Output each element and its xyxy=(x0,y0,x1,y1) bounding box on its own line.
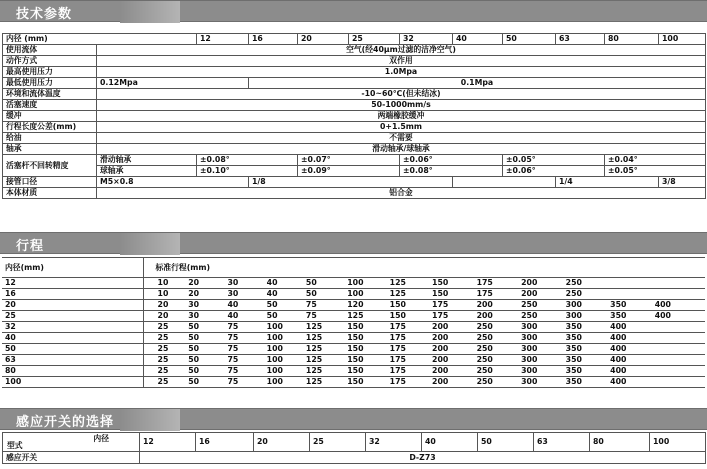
stroke-row xyxy=(2,322,705,333)
stroke-value: 100 xyxy=(261,366,300,377)
stroke-value: 200 xyxy=(426,333,471,344)
stroke-value: 20 xyxy=(143,300,182,311)
stroke-value: 175 xyxy=(384,366,426,377)
stroke-value: 75 xyxy=(221,355,260,366)
spec-value: 50-1000mm/s xyxy=(97,100,706,111)
spec-value: 1.0Mpa xyxy=(97,67,706,78)
stroke-value: 125 xyxy=(300,366,341,377)
spec-value: 双作用 xyxy=(97,56,706,67)
section-title: 行程 xyxy=(16,239,45,254)
stroke-bore: 50 xyxy=(2,344,143,355)
type-bore-header xyxy=(3,433,140,452)
stroke-bore: 12 xyxy=(2,278,143,289)
stroke-value: 40 xyxy=(221,311,260,322)
stroke-value: 50 xyxy=(182,322,221,333)
stroke-value: 150 xyxy=(426,289,471,300)
section-header-spec xyxy=(0,0,707,22)
stroke-value: 350 xyxy=(604,300,649,311)
stroke-value: 200 xyxy=(426,366,471,377)
spec-label: 使用流体 xyxy=(3,45,97,56)
rotation-value: ±0.05° xyxy=(605,166,706,177)
stroke-value xyxy=(649,377,705,388)
stroke-value: 175 xyxy=(426,311,471,322)
stroke-value: 20 xyxy=(143,311,182,322)
stroke-value: 350 xyxy=(560,333,605,344)
section-title: 技术参数 xyxy=(16,7,73,22)
stroke-value: 250 xyxy=(471,366,516,377)
sensor-type-label: 型式 xyxy=(7,441,23,450)
stroke-value: 200 xyxy=(426,355,471,366)
material-label: 本体材质 xyxy=(3,188,97,199)
switch-value: D-Z73 xyxy=(140,452,706,464)
stroke-value: 200 xyxy=(426,322,471,333)
stroke-value xyxy=(649,289,705,300)
rotation-value: ±0.08° xyxy=(197,155,298,166)
stroke-value: 10 xyxy=(143,278,182,289)
stroke-value: 400 xyxy=(604,355,649,366)
stroke-row xyxy=(2,377,705,388)
stroke-value: 250 xyxy=(471,322,516,333)
stroke-value: 40 xyxy=(261,289,300,300)
stroke-value: 100 xyxy=(341,278,383,289)
sensor-bore: 100 xyxy=(650,433,706,452)
stroke-row xyxy=(2,300,705,311)
stroke-value: 350 xyxy=(560,355,605,366)
stroke-value: 25 xyxy=(143,344,182,355)
stroke-value xyxy=(649,278,705,289)
stroke-value: 40 xyxy=(261,278,300,289)
stroke-value: 300 xyxy=(515,322,560,333)
stroke-value: 100 xyxy=(261,344,300,355)
bore-cell: 40 xyxy=(453,34,503,45)
stroke-value: 125 xyxy=(300,377,341,388)
stroke-value: 250 xyxy=(471,333,516,344)
stroke-value: 75 xyxy=(300,300,341,311)
spec-value: -10~60℃(但未结冰) xyxy=(97,89,706,100)
stroke-value: 125 xyxy=(300,322,341,333)
stroke-value xyxy=(649,344,705,355)
bore-cell: 12 xyxy=(197,34,249,45)
stroke-value: 250 xyxy=(471,377,516,388)
stroke-value: 200 xyxy=(471,311,516,322)
stroke-bore: 16 xyxy=(2,289,143,300)
stroke-value: 25 xyxy=(143,377,182,388)
stroke-value: 30 xyxy=(221,278,260,289)
stroke-value: 75 xyxy=(221,366,260,377)
stroke-bore: 63 xyxy=(2,355,143,366)
stroke-row xyxy=(2,355,705,366)
stroke-value: 100 xyxy=(261,355,300,366)
stroke-value: 100 xyxy=(261,333,300,344)
sensor-bore: 50 xyxy=(478,433,534,452)
stroke-value: 200 xyxy=(471,300,516,311)
sensor-bore: 80 xyxy=(590,433,650,452)
rotation-value: ±0.06° xyxy=(400,155,503,166)
stroke-value: 50 xyxy=(300,289,341,300)
rotation-value: ±0.09° xyxy=(298,166,400,177)
bore-cell: 50 xyxy=(503,34,556,45)
stroke-value: 175 xyxy=(384,344,426,355)
bore-cell: 80 xyxy=(605,34,659,45)
stroke-table xyxy=(2,257,705,278)
stroke-row xyxy=(2,344,705,355)
stroke-row xyxy=(2,333,705,344)
stroke-value: 200 xyxy=(426,377,471,388)
stroke-value: 10 xyxy=(143,289,182,300)
stroke-value: 30 xyxy=(182,311,221,322)
stroke-value: 50 xyxy=(182,333,221,344)
stroke-value: 30 xyxy=(182,300,221,311)
stroke-value: 350 xyxy=(604,311,649,322)
stroke-value: 200 xyxy=(515,289,560,300)
spec-value: 滑动轴承/球轴承 xyxy=(97,144,706,155)
bore-cell: 25 xyxy=(349,34,400,45)
stroke-value: 150 xyxy=(384,311,426,322)
spec-label: 最高使用压力 xyxy=(3,67,97,78)
stroke-value xyxy=(604,278,649,289)
bore-label: 内径 (mm) xyxy=(3,34,197,45)
stroke-bore-label: 内径(mm) xyxy=(2,258,143,278)
stroke-value: 150 xyxy=(341,355,383,366)
stroke-value: 300 xyxy=(515,355,560,366)
stroke-value: 300 xyxy=(515,344,560,355)
stroke-value: 175 xyxy=(384,333,426,344)
sensor-bore: 12 xyxy=(140,433,196,452)
stroke-value: 25 xyxy=(143,322,182,333)
stroke-value xyxy=(649,355,705,366)
spec-value: 空气(经40μm过滤的洁净空气) xyxy=(97,45,706,56)
section-header-sensor xyxy=(0,408,707,430)
stroke-value: 250 xyxy=(471,344,516,355)
stroke-value: 125 xyxy=(384,278,426,289)
stroke-value: 20 xyxy=(182,289,221,300)
stroke-value: 400 xyxy=(604,322,649,333)
sensor-bore: 63 xyxy=(534,433,590,452)
sensor-bore: 16 xyxy=(196,433,254,452)
stroke-value: 40 xyxy=(221,300,260,311)
stroke-value: 25 xyxy=(143,366,182,377)
stroke-value: 50 xyxy=(182,355,221,366)
bore-cell: 32 xyxy=(400,34,453,45)
stroke-value: 175 xyxy=(471,289,516,300)
stroke-value: 100 xyxy=(341,289,383,300)
stroke-value: 50 xyxy=(182,377,221,388)
stroke-value: 50 xyxy=(300,278,341,289)
rotation-value: ±0.05° xyxy=(503,155,605,166)
rotation-value: ±0.06° xyxy=(503,166,605,177)
stroke-row xyxy=(2,366,705,377)
bore-cell: 100 xyxy=(659,34,706,45)
sensor-bore: 40 xyxy=(422,433,478,452)
spec-label: 活塞速度 xyxy=(3,100,97,111)
slide-bearing-label: 滑动轴承 xyxy=(97,155,197,166)
port-value: 1/8 xyxy=(249,177,453,188)
spec-label: 动作方式 xyxy=(3,56,97,67)
spec-label: 环境和流体温度 xyxy=(3,89,97,100)
stroke-value: 150 xyxy=(341,377,383,388)
rotation-value: ±0.04° xyxy=(605,155,706,166)
stroke-row xyxy=(2,278,705,289)
stroke-value: 150 xyxy=(341,333,383,344)
stroke-row xyxy=(2,289,705,300)
stroke-value: 175 xyxy=(384,355,426,366)
stroke-bore: 40 xyxy=(2,333,143,344)
stroke-value: 150 xyxy=(426,278,471,289)
stroke-value: 30 xyxy=(221,289,260,300)
stroke-value: 50 xyxy=(261,311,300,322)
stroke-value: 100 xyxy=(261,322,300,333)
stroke-value: 400 xyxy=(604,377,649,388)
ball-bearing-label: 球轴承 xyxy=(97,166,197,177)
stroke-value: 400 xyxy=(604,333,649,344)
bore-row xyxy=(3,34,706,45)
stroke-bore: 80 xyxy=(2,366,143,377)
port-value: 3/8 xyxy=(659,177,706,188)
rotation-value: ±0.08° xyxy=(400,166,503,177)
stroke-value: 25 xyxy=(143,333,182,344)
stroke-value: 250 xyxy=(515,311,560,322)
stroke-bore: 100 xyxy=(2,377,143,388)
stroke-value: 400 xyxy=(649,311,705,322)
stroke-value: 100 xyxy=(261,377,300,388)
bore-cell: 63 xyxy=(556,34,605,45)
spec-value: 0+1.5mm xyxy=(97,122,706,133)
stroke-row xyxy=(2,311,705,322)
stroke-value xyxy=(649,333,705,344)
switch-label: 感应开关 xyxy=(3,452,140,464)
bore-cell: 16 xyxy=(249,34,298,45)
port-value: M5×0.8 xyxy=(97,177,249,188)
stroke-value: 350 xyxy=(560,366,605,377)
stroke-value: 250 xyxy=(471,355,516,366)
rotation-value: ±0.07° xyxy=(298,155,400,166)
stroke-value: 125 xyxy=(384,289,426,300)
stroke-value: 300 xyxy=(560,311,605,322)
stroke-value: 150 xyxy=(341,366,383,377)
section-title: 感应开关的选择 xyxy=(16,415,115,430)
stroke-value: 75 xyxy=(300,311,341,322)
stroke-value: 175 xyxy=(384,377,426,388)
stroke-value: 250 xyxy=(560,278,605,289)
stroke-value: 75 xyxy=(221,377,260,388)
stroke-value: 50 xyxy=(261,300,300,311)
standard-stroke-label: 标准行程(mm) xyxy=(143,258,705,278)
stroke-values-table xyxy=(2,277,705,388)
stroke-value: 175 xyxy=(384,322,426,333)
spec-table xyxy=(2,33,706,199)
stroke-value: 250 xyxy=(515,300,560,311)
sensor-table xyxy=(2,432,706,464)
stroke-value: 50 xyxy=(182,366,221,377)
spec-label: 给油 xyxy=(3,133,97,144)
stroke-value: 200 xyxy=(426,344,471,355)
stroke-value xyxy=(604,289,649,300)
stroke-value: 175 xyxy=(471,278,516,289)
spec-label: 缓冲 xyxy=(3,111,97,122)
stroke-value: 50 xyxy=(182,344,221,355)
sensor-bore-label: 内径 xyxy=(93,434,109,443)
port-label: 接管口径 xyxy=(3,177,97,188)
stroke-value: 120 xyxy=(341,300,383,311)
sensor-bore: 25 xyxy=(310,433,366,452)
sensor-bore: 20 xyxy=(254,433,310,452)
stroke-value: 125 xyxy=(300,344,341,355)
stroke-value: 175 xyxy=(426,300,471,311)
rotation-label: 活塞杆不回转精度 xyxy=(3,155,97,177)
stroke-value xyxy=(649,322,705,333)
spec-label: 轴承 xyxy=(3,144,97,155)
stroke-value: 350 xyxy=(560,377,605,388)
stroke-value: 400 xyxy=(604,344,649,355)
stroke-value: 75 xyxy=(221,344,260,355)
stroke-value: 125 xyxy=(341,311,383,322)
stroke-value: 300 xyxy=(515,366,560,377)
stroke-value: 75 xyxy=(221,333,260,344)
stroke-value: 200 xyxy=(515,278,560,289)
stroke-value: 300 xyxy=(560,300,605,311)
material-value: 铝合金 xyxy=(97,188,706,199)
spec-value: 不需要 xyxy=(97,133,706,144)
spec-label: 行程长度公差(mm) xyxy=(3,122,97,133)
stroke-value: 25 xyxy=(143,355,182,366)
stroke-value: 75 xyxy=(221,322,260,333)
stroke-value: 150 xyxy=(384,300,426,311)
section-header-stroke xyxy=(0,232,707,254)
spec-value: 0.1Mpa xyxy=(249,78,706,89)
stroke-value: 300 xyxy=(515,333,560,344)
stroke-value: 300 xyxy=(515,377,560,388)
stroke-value xyxy=(649,366,705,377)
spec-value-small-bore: 0.12Mpa xyxy=(97,78,249,89)
port-value: 1/4 xyxy=(556,177,659,188)
sensor-bore: 32 xyxy=(366,433,422,452)
spec-value: 两端橡胶缓冲 xyxy=(97,111,706,122)
stroke-value: 350 xyxy=(560,344,605,355)
stroke-value: 125 xyxy=(300,355,341,366)
stroke-value: 400 xyxy=(649,300,705,311)
spec-label: 最低使用压力 xyxy=(3,78,97,89)
stroke-value: 350 xyxy=(560,322,605,333)
stroke-bore: 20 xyxy=(2,300,143,311)
bore-cell: 20 xyxy=(298,34,349,45)
stroke-value: 150 xyxy=(341,322,383,333)
stroke-value: 250 xyxy=(560,289,605,300)
stroke-bore: 32 xyxy=(2,322,143,333)
stroke-bore: 25 xyxy=(2,311,143,322)
stroke-value: 125 xyxy=(300,333,341,344)
rotation-value: ±0.10° xyxy=(197,166,298,177)
stroke-value: 400 xyxy=(604,366,649,377)
stroke-value: 150 xyxy=(341,344,383,355)
stroke-value: 20 xyxy=(182,278,221,289)
